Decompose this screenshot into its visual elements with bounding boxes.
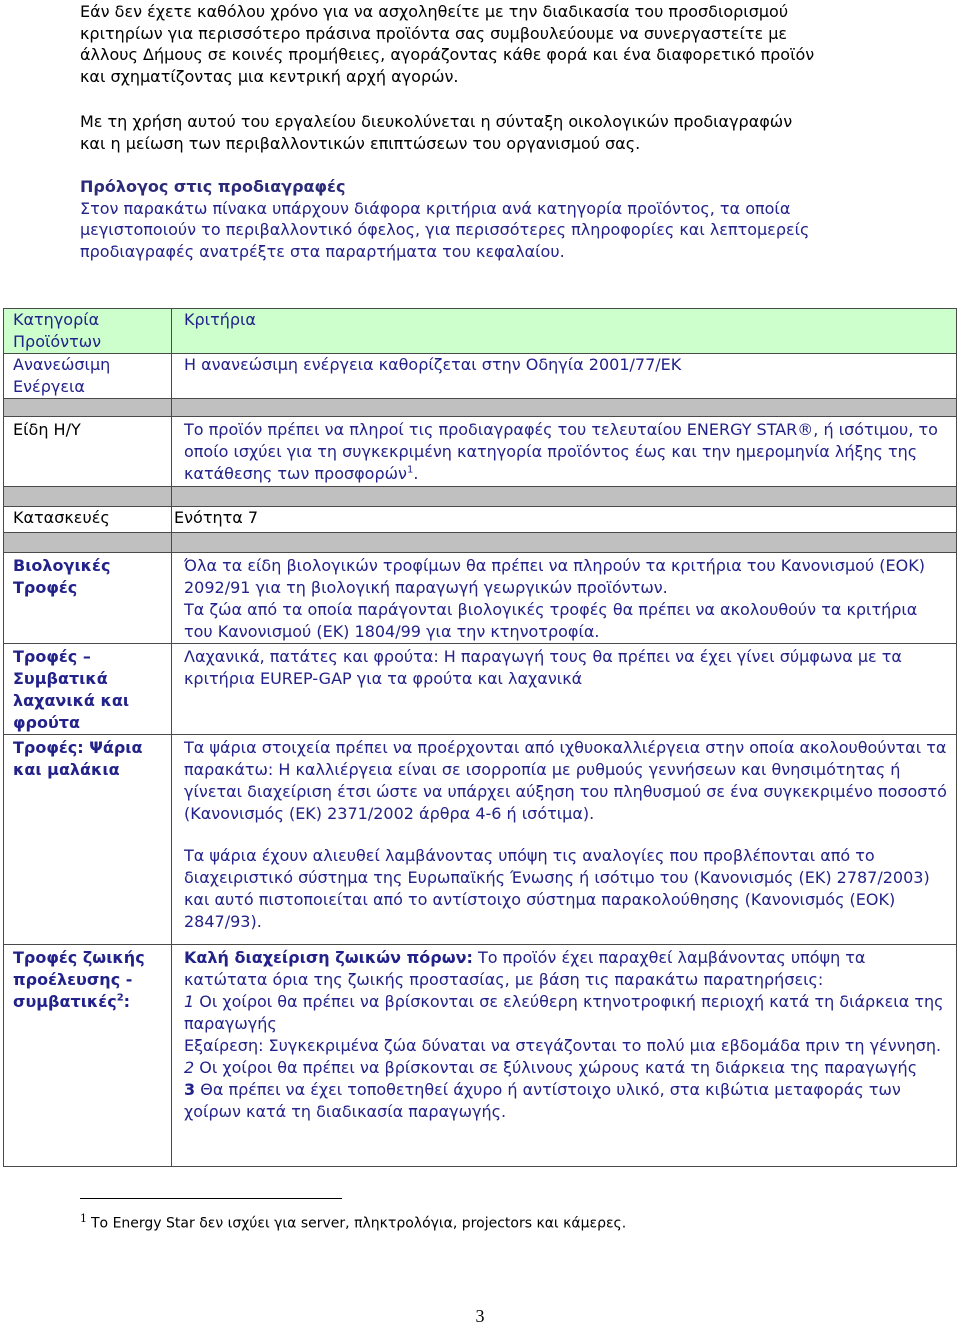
separator-cell — [4, 399, 172, 417]
separator-row — [4, 399, 957, 417]
header-criteria-cell — [172, 309, 957, 354]
category-cell — [4, 507, 172, 533]
category-renewable: Ανανεώσιμη Ενέργεια — [13, 355, 111, 396]
text-line: και η μείωση των περιβαλλοντικών επιπτώσεων του οργανισμού σας. — [80, 133, 641, 153]
table-row — [4, 735, 957, 945]
footnote-text: Το Energy Star δεν ισχύει για server, πληκτρολόγια, projectors και κάμερες. — [91, 1215, 627, 1232]
category-animal: Τροφές ζωικής προέλευσης - συμβατικές — [13, 948, 145, 1011]
footnote-ref: 1 — [406, 464, 414, 476]
category-bio: Βιολογικές Τροφές — [13, 556, 111, 597]
category-construction: Κατασκευές — [13, 508, 110, 527]
table-row — [4, 644, 957, 735]
text-line: και σχηματίζοντας μια κεντρική αρχή αγορών. — [80, 66, 459, 86]
table-row — [4, 553, 957, 644]
header-category-cell — [4, 309, 172, 354]
category-cell — [4, 417, 172, 487]
category-fish: Τροφές: Ψάρια και μαλάκια — [13, 738, 143, 779]
text-line: άλλους Δήμους σε κοινές προμήθειες, αγοράζοντας κάθε φορά και ένα διαφορετικό προϊόν — [80, 45, 815, 64]
list-number: 1 — [184, 992, 195, 1011]
criteria-animal-item-1: Οι χοίροι θα πρέπει να βρίσκονται σε ελεύθερη κτηνοτροφική περιοχή κατά τη διάρκεια της παραγωγής — [184, 992, 944, 1033]
header-criteria: Κριτήρια — [184, 310, 256, 329]
text-line: Με τη χρήση αυτού του εργαλείου διευκολύνεται η σύνταξη οικολογικών προδιαγραφών — [80, 112, 793, 131]
table-row — [4, 507, 957, 533]
separator-cell — [4, 487, 172, 507]
criteria-cell — [172, 945, 957, 1167]
separator-cell — [172, 533, 957, 553]
criteria-cell — [172, 735, 957, 945]
category-cell — [4, 644, 172, 735]
criteria-fish-1: Τα ψάρια στοιχεία πρέπει να προέρχονται από ιχθυοκαλλιέργεια στην οποία ακολουθούνται τα παρακάτω: Η καλλιέργεια είναι σε ισορροπία με ρυθμούς γεννήσεων και θνησιμότητας ή γίνεται διαχείριση έτσι ώστε να υπάρχει αύξηση του πληθυσμού σε ένα συγκεκριμένο ποσοστό (Κανονισμός (ΕΚ) 2371/2002 άρθρα 4-6 ή ισότιμα). — [184, 738, 947, 823]
criteria-renewable: Η ανανεώσιμη ενέργεια καθορίζεται στην Οδηγία 2001/77/ΕΚ — [184, 355, 682, 374]
criteria-table — [3, 308, 957, 1167]
separator-cell — [172, 399, 957, 417]
footnote-separator — [80, 1198, 342, 1199]
criteria-animal-intro: Το προϊόν έχει παραχθεί λαμβάνοντας υπόψη τα κατώτατα όρια της ζωικής προστασίας, με βάση τις παρακάτω παρατηρήσεις: — [184, 948, 866, 989]
criteria-cell — [172, 417, 957, 487]
criteria-cell — [172, 507, 957, 533]
criteria-animal-item-3: Θα πρέπει να έχει τοποθετηθεί άχυρο ή αντίστοιχο υλικό, στα κιβώτια μεταφοράς των χοίρων κατά τη διαδικασία παραγωγής. — [184, 1080, 901, 1121]
criteria-it: Το προϊόν πρέπει να πληροί τις προδιαγραφές του τελευταίου ENERGY STAR®, ή ισότιμου, το οποίο ισχύει για τη συγκεκριμένη κατηγορία προϊόντος έως και την ημερομηνία λήξης της κατάθεσης των προσφορών — [184, 420, 938, 483]
prologue-section — [80, 176, 902, 262]
category-cell — [4, 553, 172, 644]
text-line: κριτηρίων για περισσότερο πράσινα προϊόντα σας συμβουλεύουμε να συνεργαστείτε με — [80, 23, 788, 43]
intro-paragraph-2 — [80, 111, 902, 154]
intro-paragraph-1 — [80, 1, 902, 87]
text-line: Στον παρακάτω πίνακα υπάρχουν διάφορα κριτήρια ανά κατηγορία προϊόντος, τα οποία — [80, 198, 791, 218]
footnote-number: 1 — [80, 1212, 87, 1225]
criteria-construction: Ενότητα 7 — [174, 508, 259, 527]
criteria-animal-item-2: Οι χοίροι θα πρέπει να βρίσκονται σε ξύλινους χώρους κατά τη διάρκεια της παραγωγής — [199, 1058, 918, 1077]
category-it: Είδη Η/Υ — [13, 420, 81, 439]
table-row — [4, 945, 957, 1167]
category-veg: Τροφές – Συμβατικά λαχανικά και φρούτα — [13, 647, 130, 732]
criteria-animal-heading: Καλή διαχείριση ζωικών πόρων: — [184, 948, 473, 967]
footnote-ref: 2 — [116, 992, 124, 1004]
criteria-fish-2: Τα ψάρια έχουν αλιευθεί λαμβάνοντας υπόψη τις αναλογίες που προβλέπονται από το διαχειριστικό σύστημα της Ευρωπαϊκής Ένωσης ή ισότιμο του (Κανονισμός (ΕΚ) 2787/2003) και αυτό πιστοποιείται από το αντίστοιχο σύστημα παρακολούθησης (Κανονισμός (ΕΟΚ) 2847/93). — [184, 846, 930, 931]
separator-cell — [4, 533, 172, 553]
table-row — [4, 354, 957, 399]
list-number: 3 — [184, 1080, 196, 1099]
text-line: μεγιστοποιούν το περιβαλλοντικό όφελος, για περισσότερες πληροφορίες και λεπτομερείς — [80, 220, 810, 239]
criteria-veg: Λαχανικά, πατάτες και φρούτα: Η παραγωγή τους θα πρέπει να έχει γίνει σύμφωνα με τα κριτήρια EUREP-GAP για τα φρούτα και λαχανικά — [184, 647, 902, 688]
criteria-cell — [172, 553, 957, 644]
footnote — [80, 1210, 626, 1233]
category-cell — [4, 735, 172, 945]
category-cell — [4, 945, 172, 1167]
criteria-cell — [172, 354, 957, 399]
criteria-animal-exception: Εξαίρεση: Συγκεκριμένα ζώα δύναται να στεγάζονται το πολύ μια εβδομάδα πριν τη γέννηση. — [184, 1036, 942, 1055]
page-number: 3 — [475, 1306, 485, 1326]
separator-cell — [172, 487, 957, 507]
text-line: προδιαγραφές ανατρέξτε στα παραρτήματα του κεφαλαίου. — [80, 241, 565, 261]
separator-row — [4, 487, 957, 507]
punctuation: . — [413, 464, 419, 483]
list-number: 2 — [184, 1058, 195, 1077]
criteria-bio-2: Τα ζώα από τα οποία παράγονται βιολογικές τροφές θα πρέπει να ακολουθούν τα κριτήρια του Κανονισμού (ΕΚ) 1804/99 για την κτηνοτροφία. — [184, 600, 918, 641]
criteria-cell — [172, 644, 957, 735]
prologue-title: Πρόλογος στις προδιαγραφές — [80, 177, 346, 196]
criteria-bio-1: Όλα τα είδη βιολογικών τροφίμων θα πρέπει να πληρούν τα κριτήρια του Κανονισμού (ΕΟΚ) 2092/91 για τη βιολογική παραγωγή γεωργικών προϊόντων. — [184, 556, 925, 597]
table-row — [4, 417, 957, 487]
punctuation: : — [123, 992, 131, 1011]
category-cell — [4, 354, 172, 399]
table-header-row — [4, 309, 957, 354]
separator-row — [4, 533, 957, 553]
header-category: Κατηγορία Προϊόντων — [13, 310, 102, 351]
text-line: Εάν δεν έχετε καθόλου χρόνο για να ασχοληθείτε με την διαδικασία του προσδιορισμού — [80, 2, 789, 21]
